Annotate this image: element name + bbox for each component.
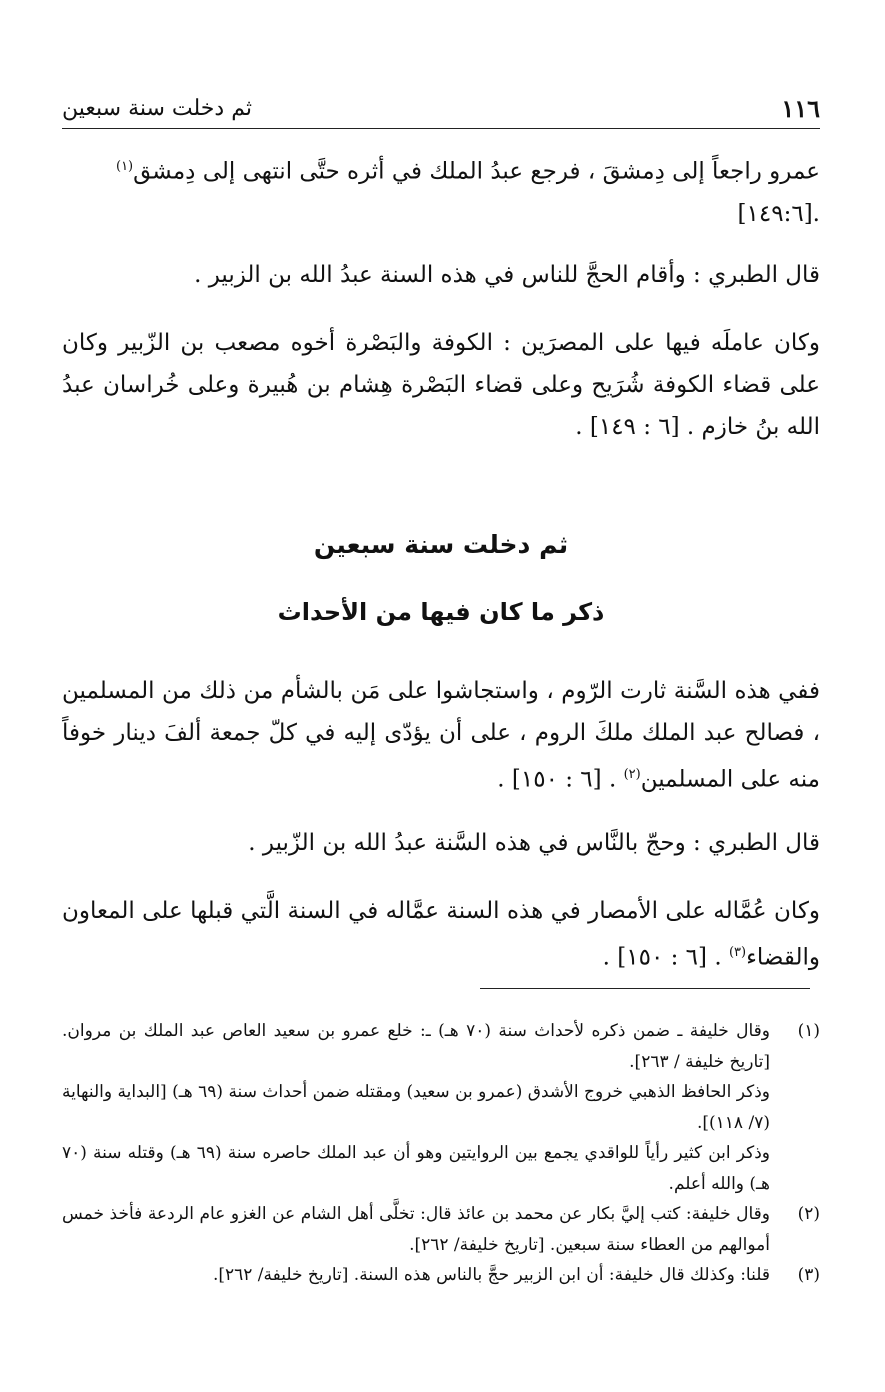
footnote-body — [62, 1199, 770, 1260]
footnote-line: قلنا: وكذلك قال خليفة: أن ابن الزبير حجَّ بالناس هذه السنة. [تاريخ خليفة/ ٢٦٢]. — [212, 1265, 770, 1285]
footnote-number: (٢) — [797, 1204, 820, 1224]
paragraph-6-text: وكان عُمَّاله على الأمصار في هذه السنة عمَّاله في السنة الَّتي قبلها على المعاون والقضاء — [62, 898, 820, 971]
footnote-body — [62, 1260, 770, 1291]
footnote-number: (١) — [797, 1021, 820, 1041]
paragraph-4-text: ففي هذه السَّنة ثارت الرّوم ، واستجاشوا على مَن بالشأم من ذلك من المسلمين ، فصالح عبد الملك ملكَ الروم ، على أن يؤدّى إليه في كلّ جمعة ألفَ دينار خوفاً منه على المسلمين — [62, 678, 820, 793]
paragraph-1-reference: .[١٤٩:٦] — [737, 200, 820, 227]
footnote-1 — [62, 1016, 820, 1199]
footnote-separator — [480, 988, 810, 989]
footnote-marker-3: (٣) — [728, 945, 747, 960]
footnote-3 — [62, 1260, 820, 1291]
footnote-marker-1: (١) — [115, 159, 134, 174]
section-subheading: ذكر ما كان فيها من الأحداث — [277, 598, 605, 626]
paragraph-4 — [62, 670, 820, 801]
section-heading: ثم دخلت سنة سبعين — [313, 530, 569, 559]
paragraph-6 — [62, 890, 820, 979]
paragraph-2 — [62, 254, 820, 296]
footnote-2 — [62, 1199, 820, 1260]
footnote-marker-2: (٢) — [623, 767, 641, 782]
paragraph-6-reference: . [٦ : ١٥٠] . — [602, 944, 729, 971]
paragraph-5 — [62, 822, 820, 864]
paragraph-2-text: قال الطبري : وأقام الحجَّ للناس في هذه السنة عبدُ الله بن الزبير . — [194, 262, 820, 288]
footnote-line: وقال خليفة ـ ضمن ذكره لأحداث سنة (٧٠ هـ) ـ: خلع عمرو بن سعيد العاص عبد الملك بن مروان. [تاريخ خليفة / ٢٦٣]. — [62, 1021, 771, 1072]
paragraph-3-text: وكان عاملَه فيها على المصرَين : الكوفة والبَصْرة أخوه مصعب بن الزّبير وكان على قضاء الكوفة شُرَيح وعلى قضاء البَصْرة هِشام بن هُبيرة وعلى خُراسان عبدُ الله بنُ خازم . [٦ : ١٤٩] . — [62, 330, 820, 440]
paragraph-5-text: قال الطبري : وحجّ بالنَّاس في هذه السَّنة عبدُ الله بن الزّبير . — [248, 830, 820, 856]
paragraph-1 — [62, 146, 820, 235]
paragraph-3 — [62, 322, 820, 448]
footnote-line: وذكر الحافظ الذهبي خروج الأشدق (عمرو بن سعيد) ومقتله ضمن أحداث سنة (٦٩ هـ) [البداية والنهاية (٧/ ١١٨)]. — [62, 1082, 770, 1133]
footnote-body — [62, 1016, 770, 1199]
page-number: ١١٦ — [781, 93, 820, 123]
footnote-line: وقال خليفة: كتب إليَّ بكار عن محمد بن عائذ قال: تخلَّى أهل الشام عن الغزو عام الردعة فأخذ خمس أموالهم من العطاء سنة سبعين. [تاريخ خليفة/ ٢٦٢]. — [62, 1204, 770, 1255]
footnote-number: (٣) — [797, 1265, 820, 1285]
footnote-line: وذكر ابن كثير رأياً للواقدي يجمع بين الروايتين وهو أن عبد الملك حاصره سنة (٦٩ هـ) وقتله سنة (٧٠ هـ) والله أعلم. — [62, 1143, 771, 1194]
paragraph-4-reference: . [٦ : ١٥٠] . — [497, 766, 624, 793]
running-header — [62, 88, 820, 129]
running-title: ثم دخلت سنة سبعين — [62, 95, 252, 121]
footnotes — [62, 1016, 820, 1291]
paragraph-1-text: عمرو راجعاً إلى دِمشقَ ، فرجع عبدُ الملك في أثره حتَّى انتهى إلى دِمشق — [133, 158, 820, 185]
